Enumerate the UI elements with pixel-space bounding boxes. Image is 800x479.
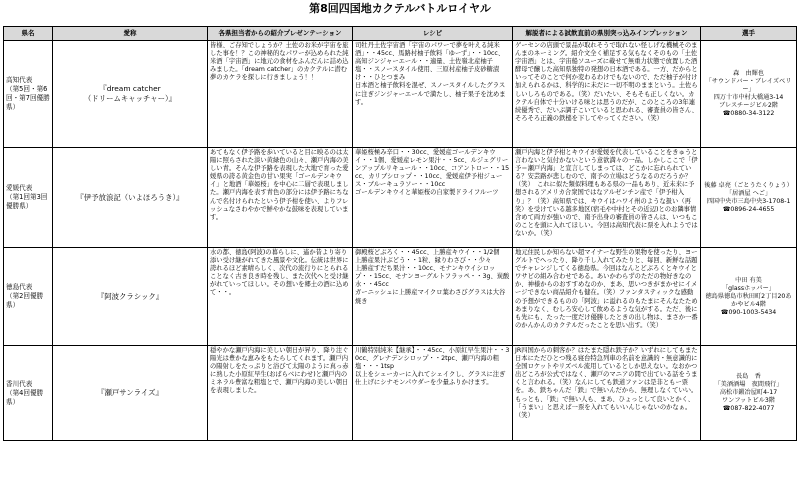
presentation-cell <box>208 148 353 248</box>
bartender-text: 中田 有美 「glassホッパー」 徳島県徳島市秋田町2丁目20あかやビル4階 ☎090-1003-5434 <box>705 276 792 316</box>
cocktail-name: 『瀬戸サンライズ』 <box>97 388 163 397</box>
recipe-cell <box>353 41 513 148</box>
impression-text: JR四国からの刺客か？はたまた隠れ鉄子か？いずれにしてもまた日本にただひとつ残る寝台特急列車の名前を意識的・無意識的に全国ロケットやリズベル流用しているとしか思えない。なおかつ出どころが公式ではなく、瀬戸のマニアの間で出ている話をうまくと言われる。（笑）なんにしても鉄道ファンは是非ともー票を。あ、鉄ちゃんだ「鉄」で無いんだから、無理しなくていい。もっとも、「鉄」で無い人も、まあ、ひょっとして良いとかく、「うまい」と思えば一票を入れてもいいんじゃないのかなぁ。（笑） <box>515 347 698 419</box>
presentation-cell <box>208 346 353 441</box>
impression-text: ゲーセンの店頭で景品が取れそうで取れない怪しげな機械そのまんまのネーミング。紹介文全く補足する気もなくそのもの「土佐宇宙酒」とは、宇宙船ソユーズに載せて無重力状態で放置した酒酵母で醸した高知県独特の発想の日本酒である。一方、だからといってそのことで何か変わるわけでもないので、ただ柚子が付け加えられるかは、科学的に未だに一切不明のままという。土佐らしいしろものである。（笑）だいたい、そもそも正しくない。カクテル自体で十分いける味とは思うのだが、このところの3年連続優秀で、だいぶ調子こいていると思われる、審査員の皆さん、そろそろ正義の鉄槌を下してやってください。（笑） <box>515 42 698 122</box>
header-cocktail: 愛称 <box>53 27 208 41</box>
table-row <box>4 346 797 441</box>
presentation-text: 皆様、ご存知でしょうか？土佐のお米が宇宙を旅した事を！？この神秘的なパワーが込められた純米酒「宇宙酒」に地元の食材をふんだんに詰め込みました。「dream catcher」のカクテルに潜む夢のカケラを探しに行きましょう！！ <box>210 42 349 82</box>
cocktail-name-cell <box>53 41 208 148</box>
header-presentation: 各県担当者からの紹介プレゼンテーション <box>208 27 353 41</box>
cocktail-name-cell <box>53 248 208 346</box>
header-recipe: レシピ <box>353 27 513 41</box>
recipe-cell <box>353 346 513 441</box>
bartender-cell <box>701 248 797 346</box>
recipe-text: 御殿桜どぶろく・・45cc、上勝産キウイ・・1/2個 上勝産果汁ぶどう・・1粒、縁りわさび・・少々 上勝産すだち果汁・・10cc、モナンキウイシロップ・・15cc、モナンヨーグルトフラッペ・・3g、炭酸水・・45cc ガーニッシュに上勝産マイクロ葉わさびグラスは大谷焼き <box>355 249 510 305</box>
prefecture-cell <box>4 148 53 248</box>
impression-cell <box>513 346 701 441</box>
recipe-text: 川鶴特別純米【継承】・・45cc、小原紅早生果汁・・30cc、グレナデンシロップ・・2tpc、瀬戸内海の粗塩・・・1tsp 以上をシェーカーに入れてシェイクし、グラスに注ぎ仕上げにシナモンパウダーを少量ふりかけます。 <box>355 347 510 387</box>
recipe-cell <box>353 248 513 346</box>
impression-text: 瀬戸内海と伊予柑とキウイが愛媛を代表していることをきゅうと言わないと気付かないという意欲満々の一品。しかしここで「伊予＝瀬戸内海」と宣言してしまっては、どこかに忘れられている？安芸路が悲しむので、南予の立場はどうなるのだろうか？（笑） これに似た類似料理もある県の一品もあり、近未来に予想されるアメリカ合衆国ではなアルゼンチン産で「伊予柑入り」？（笑）高知県では、キウイはハワイ州のような扱い（再笑）を受けている越多地区(宿毛や中村とその近辺)とのお隣事情含めて両方が強いので、南予出身の審査員の皆さんは、いつもこのことを頭に入れてほしい。今回は高知代表に票を入れようではないか。（笑） <box>515 149 698 237</box>
presentation-text: あてもなく伊予路を歩いていると目に映るのは太陽に照らされた淡い黄緑色の山々、瀬戸内海の美しい青。そんな伊予路を表現した大地で育った愛媛県の誇る黄金色の甘い果実「ゴールデンキウイ」と地酒「華姫桜」を中心に二層で表現しました。瀬戸内海を表す青色の部分には伊予路にちなんで名付けられたという伊予柑を使い、よりフレッシュなさわやかで鮮やかな鼓味を表現しています。 <box>210 149 349 221</box>
recipe-text: 華姫桜極み辛口・・30cc、愛媛産ゴールデンキウイ・・1個、愛媛産レモン果汁・・5cc、ルジェグリーンアップルリキュール・・10cc、コアントロー・・15cc、カリブシロップ・・10cc、愛媛産伊予柑ジュース・ブルーキュラソー・・10cc ゴールデンキウイと華姫桜の自家製ドライフルーツ <box>355 149 510 197</box>
prefecture-cell <box>4 248 53 346</box>
cocktail-name: 『伊予放浪記（いよほろうき）』 <box>76 192 184 202</box>
bartender-text: 後藤 卓亮（ごとうたくりょう） 「居酒屋 へご」 四国中央市三島中央3-1708-1 ☎0896-24-4655 <box>704 181 793 213</box>
recipe-cell <box>353 148 513 248</box>
prefecture-cell <box>4 346 53 441</box>
bartender-text: 森 由輝也 「サウンドバー・ブレイズベリー」 四万十市中村大橋通3-14 ブレスチージビル2階 ☎0880-34-3122 <box>705 70 792 117</box>
table-row <box>4 41 797 148</box>
page-title: 第8回四国地カクテルバトルロイヤル <box>309 2 491 15</box>
header-bartender: 選手 <box>701 27 797 41</box>
table-header-row <box>4 27 797 41</box>
cocktail-name-cell <box>53 346 208 441</box>
prefecture-text: 徳島代表 （第2回優勝県） <box>6 283 44 309</box>
impression-cell <box>513 41 701 148</box>
prefecture-text: 香川代表 （第4回優勝県） <box>6 379 44 406</box>
cocktail-name: 『阿波クラシック』 <box>96 291 164 301</box>
cocktail-name-cell <box>53 148 208 248</box>
prefecture-cell <box>4 41 53 148</box>
presentation-text: 水の都、徳島(阿波)の暮らしに、遙か昔より寄り添い受け継がれてきた風景や文化。伝統は世界に誇れるほど素晴らしく、次代の流行りにとられることなく古き良き時を残し、また次代へと受け継がれていってほしい。その想いを郷土の酒に込めて・・。 <box>210 249 349 297</box>
header-impression: 解説者による試飲直前の県別突っ込みインプレッション <box>513 27 701 41</box>
impression-cell <box>513 148 701 248</box>
table-row <box>4 148 797 248</box>
cocktail-name: 『dream catcher （ドリームキャッチャー）』 <box>83 84 177 103</box>
table-row <box>4 248 797 346</box>
cocktail-table <box>3 26 797 441</box>
presentation-cell <box>208 41 353 148</box>
bartender-cell <box>701 41 797 148</box>
bartender-cell <box>701 148 797 248</box>
recipe-text: 司牡丹土佐宇宙酒「宇宙のパワーで夢を叶える純米酒」・・45cc、馬路村柚子飲料「ゆーず」・・10cc、高知ジンジャーエール・・適量、土佐嶺北産柚子塩・・スノースタイル使用、三原村産柚子皮砂糖漬け・・ひとつまみ 日本酒と柚子飲料を混ぜ、スノースタイルしたグラスに注ぎジンジャーエールで満たし、柚子果子を沈めます。 <box>355 42 506 106</box>
header-prefecture: 県名 <box>4 27 53 41</box>
bartender-text: 長島 香 「美酒酒場 夜間飛行」 高松市鍛冶屋町4-17 ワンフットビル3階 ☎087-822-4077 <box>714 373 783 412</box>
presentation-cell <box>208 248 353 346</box>
presentation-text: 穏やかな瀬戸内海に美しい朝日が昇り、降り注ぐ陽光は豊かな恵みをもたらしてくれます。瀬戸内の陽射しをたっぷりと浴びて太陽のように真っ赤に熟した小原紅早生(おばらべにわせ)と瀬戸内のミネラル豊富な粗塩とで、瀬戸内海の美しい朝日を表現しました。 <box>210 347 349 395</box>
bartender-cell <box>701 346 797 441</box>
impression-text: 地元住民しか知らない超マイナーな野生の果物を使ったり、ヨーグルトでへったり、降り千し入れてみたりと、毎回、新鮮な話題でチャレンジしてくる徳島県。今回はなんとどぶろくとキウイとワサビの組み合わせである。あいかわらずのただの物好きなのか、神様からのおすすめなのか、まあ、思いつきがまかせにイメージできない商品紹介も健在。（笑）ファンタスティックな感動の予想ができるものの「阿波」に溢れるのもたまにそんなたためあまりなく、むしろ安心して飲めるような気がする。ただ、後にも先にも、たった一度だけ優勝したときの出し物は、まさか一番のかんかんのカクテルだったことを思い出す。（笑） <box>515 249 698 329</box>
prefecture-text: 高知代表 （第5回・第6回・第7回優勝県） <box>6 76 50 111</box>
impression-cell <box>513 248 701 346</box>
prefecture-text: 愛媛代表 （第1回第3回優勝県） <box>6 184 48 210</box>
